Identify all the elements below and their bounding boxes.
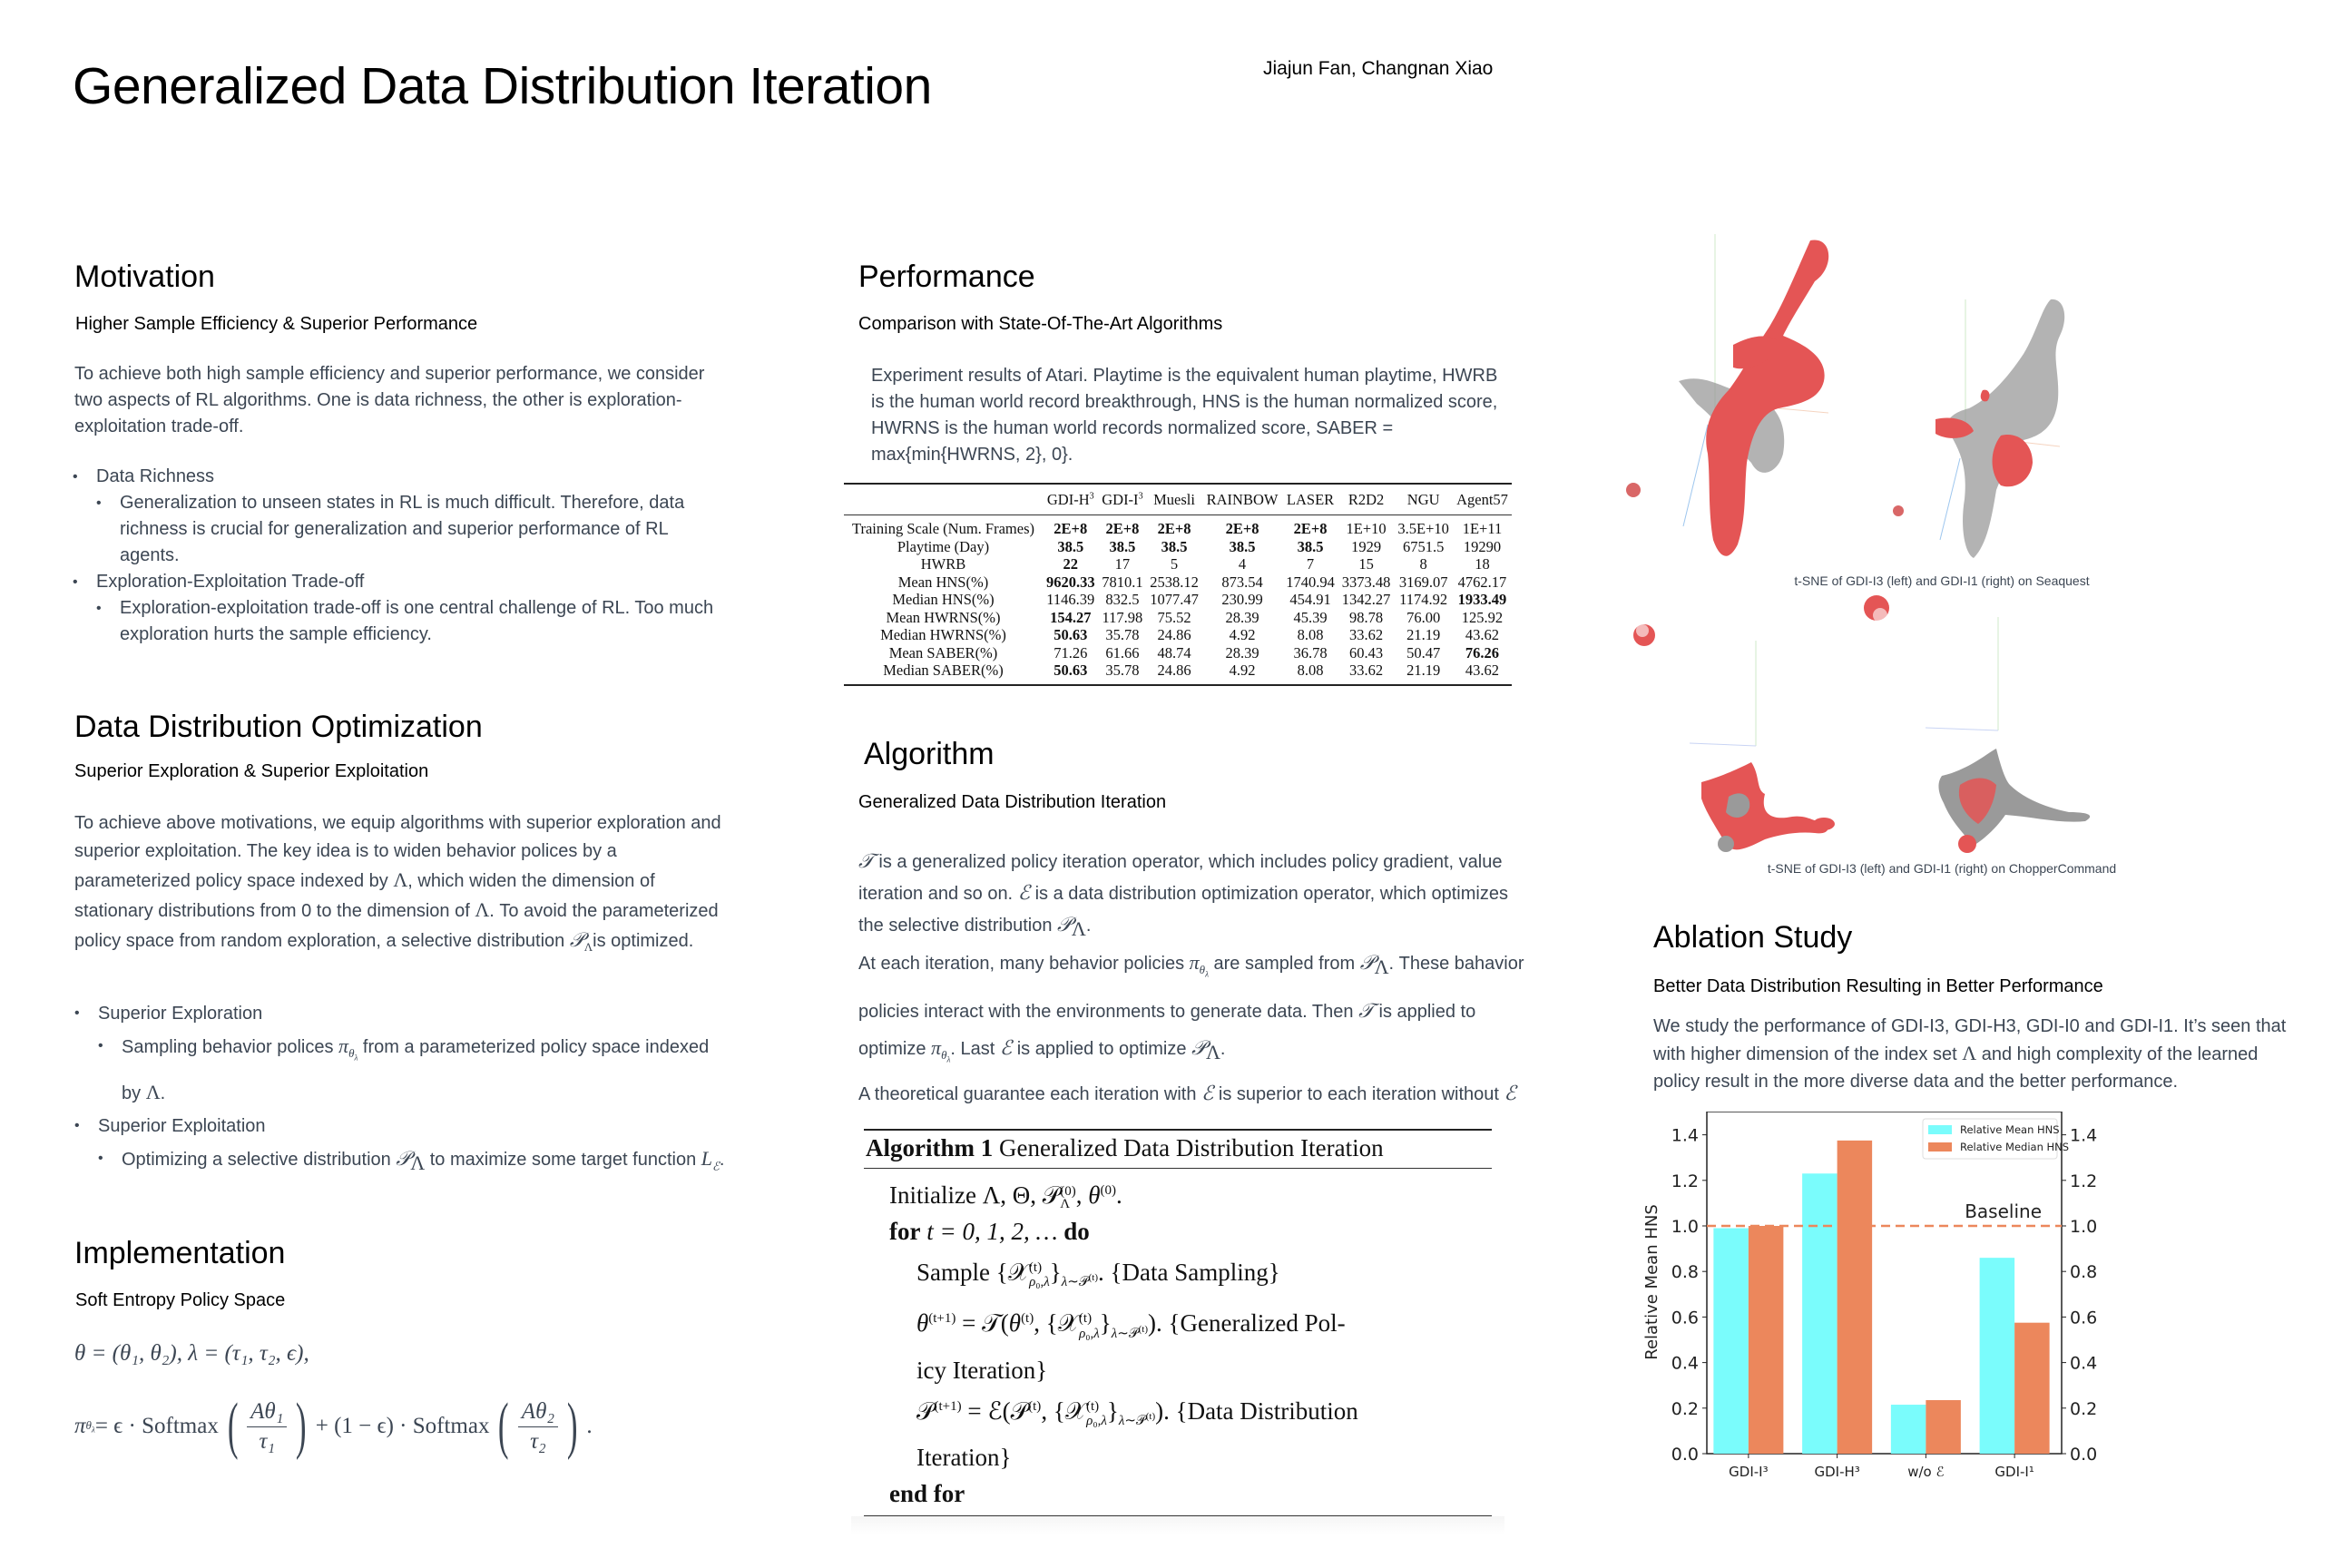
sub-bullet: • Generalization to unseen states in RL is much difficult. Therefore, data richness is crucial for generalization and superior performance of RL agents. <box>96 490 726 569</box>
y-tick-label: 1.0 <box>1671 1217 1699 1237</box>
implementation-subheading: Soft Entropy Policy Space <box>75 1290 286 1310</box>
col-header: LASER <box>1282 485 1338 515</box>
ablation-subheading: Better Data Distribution Resulting in Better Performance <box>1653 976 2103 996</box>
table-cell: 8.08 <box>1297 626 1324 643</box>
y-tick-label: 1.2 <box>1671 1171 1699 1191</box>
table-cell: 45.39 <box>1293 608 1328 626</box>
table-cell: 230.99 <box>1221 591 1263 608</box>
table-cell: 125.92 <box>1461 608 1504 626</box>
table-cell: 48.74 <box>1157 643 1191 662</box>
table-cell: 28.39 <box>1225 608 1259 626</box>
table-cell: 2E+8 <box>1105 520 1140 537</box>
motivation-subheading: Higher Sample Efficiency & Superior Performance <box>75 314 478 334</box>
table-cell: 43.62 <box>1465 626 1500 643</box>
y-tick-label: 1.4 <box>1671 1125 1699 1146</box>
table-cell: 15 <box>1358 555 1374 573</box>
sub-bullet: • Sampling behavior polices $\pi_{\theta_\lambda}$ from a parameterized policy space indexed by Λ. <box>98 1029 728 1111</box>
table-cell: 8 <box>1419 555 1427 573</box>
algorithm-box <box>864 1129 1492 1534</box>
table-row <box>844 609 1512 627</box>
bar-median <box>2014 1323 2050 1454</box>
table-cell: 454.91 <box>1289 591 1331 608</box>
table-cell: 19290 <box>1463 537 1502 555</box>
sub-bullet: • Optimizing a selective distribution 𝒫$_\Lambda$ to maximize some target function $L_ℰ$. <box>98 1142 728 1183</box>
algorithm-subheading: Generalized Data Distribution Iteration <box>858 792 1167 812</box>
authors: Jiajun Fan, Changnan Xiao <box>1263 58 1494 79</box>
y-tick-label: 0.4 <box>1671 1353 1699 1374</box>
row-label: Playtime (Day) <box>897 537 990 555</box>
table-cell: 832.5 <box>1105 591 1140 608</box>
table-row <box>844 662 1512 684</box>
equation-theta-lambda: θ = (θ₁, θ₂), λ = (τ₁, τ₂, ϵ), <box>74 1341 309 1366</box>
y-tick-label: 1.2 <box>2070 1171 2098 1191</box>
table-cell: 22 <box>1063 555 1078 573</box>
table-cell: 43.62 <box>1465 662 1500 679</box>
table-cell: 154.27 <box>1050 608 1092 626</box>
bullet-data-richness <box>73 464 726 569</box>
table-cell: 4.92 <box>1229 662 1256 679</box>
performance-caption: Experiment results of Atari. Playtime is the equivalent human playtime, HWRB is the human world record breakthrough, HNS is the human normalized score, HWRNS is the human world records normalized score, SABER = max{min{HWRNS, 2}, 0}. <box>871 366 1498 465</box>
table-cell: 4 <box>1238 555 1247 573</box>
table-cell: 1174.92 <box>1399 591 1448 608</box>
chart-legend <box>1923 1119 2069 1159</box>
row-label: Median HWRNS(%) <box>880 626 1006 643</box>
legend-mean: Relative Mean HNS <box>1960 1123 2060 1136</box>
table-cell: 9620.33 <box>1045 573 1095 591</box>
table-cell: 98.78 <box>1349 608 1384 626</box>
y-tick-label: 0.2 <box>1671 1398 1699 1419</box>
table-row <box>844 515 1512 538</box>
table-cell: 1077.47 <box>1150 591 1199 608</box>
table-cell: 38.5 <box>1057 537 1084 555</box>
table-cell: 7810.1 <box>1102 573 1143 591</box>
algo-line-for: for t = 0, 1, 2, … do <box>889 1218 1090 1245</box>
col-header: GDI-$H^3$ <box>1043 485 1099 515</box>
y-tick-label: 0.4 <box>2070 1353 2098 1374</box>
table-cell: 33.62 <box>1349 626 1384 643</box>
table-cell: 2538.12 <box>1150 573 1199 591</box>
row-label: Mean SABER(%) <box>888 643 998 662</box>
table-cell: 17 <box>1114 555 1131 573</box>
row-label: HWRB <box>920 555 966 573</box>
table-cell: 1146.39 <box>1046 591 1095 608</box>
row-label: Median HNS(%) <box>892 591 995 608</box>
table-cell: 38.5 <box>1297 537 1324 555</box>
motivation-paragraph: To achieve both high sample efficiency and superior performance, we consider two aspects of RL algorithms. One is data richness, the other is exploration-exploitation trade-off. <box>74 364 705 436</box>
x-tick-label: GDI-I³ <box>1729 1464 1769 1480</box>
row-label: Mean HNS(%) <box>897 573 989 591</box>
ddo-bullets <box>74 998 728 1183</box>
table-cell: 35.78 <box>1105 626 1140 643</box>
table-row <box>844 573 1512 592</box>
y-axis-label: Relative Mean HNS <box>1642 1204 1661 1360</box>
x-tick-label: GDI-H³ <box>1814 1464 1860 1480</box>
y-tick-label: 1.4 <box>2070 1125 2098 1146</box>
bar-mean <box>1891 1405 1926 1454</box>
table-cell: 2E+8 <box>1225 520 1259 537</box>
algo-line-sample: Sample $\{𝒳^{(t)}_{\rho_0,\lambda}\}_{\lambda\sim 𝒫^{(t)}}$. {Data Sampling} <box>916 1259 1280 1290</box>
table-cell: 873.54 <box>1221 573 1263 591</box>
algorithm-heading: Algorithm <box>864 737 995 771</box>
table-cell: 38.5 <box>1161 537 1188 555</box>
col-header: Muesli <box>1146 485 1202 515</box>
motivation-heading: Motivation <box>74 260 215 294</box>
table-cell: 5 <box>1170 555 1179 573</box>
algo-line-policy-update: $\theta^{(t+1)}$ = $𝒯(\theta^{(t)}$, $\{𝒳^{(t)}_{\rho_0,\lambda}\}_{\lambda\sim 𝒫^{(t)}}$). {Generalized Pol- <box>916 1309 1346 1341</box>
table-cell: 71.26 <box>1054 643 1088 662</box>
y-tick-label: 0.0 <box>1671 1445 1699 1465</box>
ablation-bar-chart <box>1642 1112 2250 1511</box>
col-header: NGU <box>1394 485 1453 515</box>
table-cell: 1929 <box>1351 537 1382 555</box>
table-cell: 8.08 <box>1297 662 1324 679</box>
table-cell: 2E+8 <box>1054 520 1088 537</box>
baseline-label: Baseline <box>1965 1200 2042 1222</box>
table-cell: 7 <box>1306 555 1315 573</box>
performance-subheading: Comparison with State-Of-The-Art Algorithms <box>858 314 1223 334</box>
table-cell: 76.26 <box>1465 643 1500 662</box>
results-table <box>844 483 1512 686</box>
table-cell: 50.63 <box>1054 626 1088 643</box>
table-cell: 75.52 <box>1157 608 1191 626</box>
table-cell: 18 <box>1475 555 1490 573</box>
table-cell: 35.78 <box>1105 662 1140 679</box>
col-header: GDI-$I^3$ <box>1099 485 1147 515</box>
table-cell: 3169.07 <box>1398 573 1448 591</box>
ddo-heading: Data Distribution Optimization <box>74 710 483 744</box>
bullet-label: Exploration-Exploitation Trade-off <box>96 572 365 592</box>
table-row <box>844 555 1512 573</box>
table-cell: 21.19 <box>1406 626 1441 643</box>
table-row <box>844 538 1512 556</box>
table-cell: 4.92 <box>1229 626 1256 643</box>
x-tick-label: GDI-I¹ <box>1994 1464 2034 1480</box>
table-cell: 21.19 <box>1406 662 1441 679</box>
table-cell: 38.5 <box>1109 537 1136 555</box>
bullet-label: Data Richness <box>96 466 215 486</box>
ablation-paragraph: We study the performance of GDI-I3, GDI-H3, GDI-I0 and GDI-I1. It’s seen that with higher dimension of the index set Λ and high complexity of the learned policy result in the more diverse data and the better performance. <box>1653 1016 2287 1092</box>
col-header: R2D2 <box>1338 485 1395 515</box>
bar-mean <box>1802 1173 1838 1454</box>
table-cell: 50.47 <box>1406 643 1441 662</box>
row-label: Training Scale (Num. Frames) <box>851 520 1034 537</box>
algo-line-dist-update: 𝒫$^{(t+1)}$ = ℰ(𝒫$^{(t)}$, $\{𝒳^{(t)}_{\rho_0,\lambda}\}_{\lambda\sim 𝒫^{(t)}}$). {Data Distribution <box>916 1396 1358 1429</box>
x-tick-label: w/o ℰ <box>1907 1464 1945 1480</box>
y-tick-label: 0.6 <box>2070 1308 2098 1328</box>
table-header-row <box>844 485 1512 515</box>
table-cell: 6751.5 <box>1402 537 1445 555</box>
y-tick-label: 0.8 <box>2070 1262 2098 1283</box>
y-tick-label: 1.0 <box>2070 1217 2098 1237</box>
table-cell: 2E+8 <box>1157 520 1191 537</box>
implementation-heading: Implementation <box>74 1236 286 1270</box>
table-cell: 61.66 <box>1105 643 1140 662</box>
tsne-caption-choppercommand: t-SNE of GDI-I3 (left) and GDI-I1 (right) on ChopperCommand <box>1767 861 2117 876</box>
table-cell: 3.5E+10 <box>1397 520 1449 537</box>
table-cell: 1342.27 <box>1341 591 1391 608</box>
table-row <box>844 644 1512 662</box>
algorithm-caption: Algorithm 1 Generalized Data Distribution Iteration <box>864 1131 1492 1169</box>
y-tick-label: 0.6 <box>1671 1308 1699 1328</box>
table-cell: 1E+11 <box>1462 520 1503 537</box>
tsne-choppercommand-plot <box>1624 590 2259 898</box>
ddo-subheading: Superior Exploration & Superior Exploitation <box>74 761 429 781</box>
equation-policy: π $\theta_\lambda$ = ϵ · Softmax ( Aθ₁ τ₁ ) + (1 − ϵ) · Softmax ( Aθ₂ τ₂ ) . <box>74 1391 593 1461</box>
sub-bullet: • Exploration-exploitation trade-off is one central challenge of RL. Too much exploration hurts the sample efficiency. <box>96 595 726 648</box>
y-tick-label: 0.0 <box>2070 1445 2098 1465</box>
table-row <box>844 626 1512 644</box>
bullet-superior-exploration <box>74 998 728 1111</box>
table-cell: 60.43 <box>1349 643 1384 662</box>
algo-line-policy-cont: icy Iteration} <box>916 1356 1048 1384</box>
row-label: Median SABER(%) <box>883 662 1004 679</box>
table-cell: 2E+8 <box>1293 520 1328 537</box>
algo-line-dist-cont: Iteration} <box>916 1444 1012 1472</box>
legend-median: Relative Median HNS <box>1960 1141 2070 1153</box>
table-cell: 28.39 <box>1225 643 1259 662</box>
bullet-exploration-exploitation <box>73 569 726 648</box>
table-cell: 76.00 <box>1406 608 1441 626</box>
tsne-seaquest-plot <box>1624 218 2259 599</box>
algorithm-lines <box>864 1169 1492 1515</box>
bullet-superior-exploitation <box>74 1111 728 1183</box>
bar-median <box>1926 1400 1961 1454</box>
performance-heading: Performance <box>858 260 1035 294</box>
table-cell: 36.78 <box>1293 643 1328 662</box>
table-cell: 4762.17 <box>1457 573 1507 591</box>
y-tick-label: 0.8 <box>1671 1262 1699 1283</box>
bar-median <box>1749 1226 1784 1454</box>
tsne-caption-seaquest: t-SNE of GDI-I3 (left) and GDI-I1 (right) on Seaquest <box>1794 573 2090 588</box>
table-cell: 38.5 <box>1229 537 1256 555</box>
bullet-label: Superior Exploitation <box>98 1115 266 1136</box>
table-cell: 3373.48 <box>1341 573 1391 591</box>
table-cell: 1740.94 <box>1286 573 1335 591</box>
col-header <box>844 485 1043 515</box>
bullet-label: Superior Exploration <box>98 1004 263 1024</box>
motivation-bullets <box>73 464 726 648</box>
bar-mean <box>1980 1258 2015 1454</box>
col-header: RAINBOW <box>1202 485 1282 515</box>
algo-line-endfor: end for <box>889 1480 965 1508</box>
bar-median <box>1838 1141 1873 1454</box>
ablation-heading: Ablation Study <box>1653 920 1853 955</box>
table-cell: 50.63 <box>1054 662 1088 679</box>
table-cell: 1933.49 <box>1457 591 1507 608</box>
col-header: Agent57 <box>1453 485 1512 515</box>
algo-line-init: Initialize Λ, Θ, 𝒫 (0) Λ , $\theta^{(0)}$. <box>889 1181 1122 1211</box>
algorithm-description: 𝒯 is a generalized policy iteration operator, which includes policy gradient, value iteration and so on. ℰ is a data distribution optimization operator, which optimizes the selective distribution 𝒫$_\Lambda$. At each iteration, many behavior policies $\pi_{\theta_\lambda}$ are sampled from 𝒫$_\Lambda$. These bahavior policies interact with the environments to generate data. Then 𝒯 is applied to optimize $\pi_{\theta_\lambda}$. Last ℰ is applied to optimize 𝒫$_\Lambda$. A theoretical guarantee each iteration with ℰ is superior to each iteration without ℰ <box>858 849 1524 1104</box>
table-cell: 117.98 <box>1102 608 1143 626</box>
table-cell: 1E+10 <box>1346 520 1387 537</box>
bar-mean <box>1713 1229 1749 1454</box>
table-cell: 33.62 <box>1349 662 1384 679</box>
table-cell: 24.86 <box>1157 626 1191 643</box>
row-label: Mean HWRNS(%) <box>886 608 1001 626</box>
table-cell: 24.86 <box>1157 662 1191 679</box>
table-row <box>844 591 1512 609</box>
poster-title: Generalized Data Distribution Iteration <box>73 57 932 115</box>
ddo-paragraph: To achieve above motivations, we equip algorithms with superior exploration and superior exploitation. The key idea is to widen behavior polices by a parameterized policy space indexed by Λ, which widen the dimension of stationary distributions from 0 to the dimension of Λ. To avoid the parameterized policy space from random exploration, a selective distribution 𝒫$_\Lambda$is optimized. <box>74 813 721 954</box>
y-tick-label: 0.2 <box>2070 1398 2098 1419</box>
